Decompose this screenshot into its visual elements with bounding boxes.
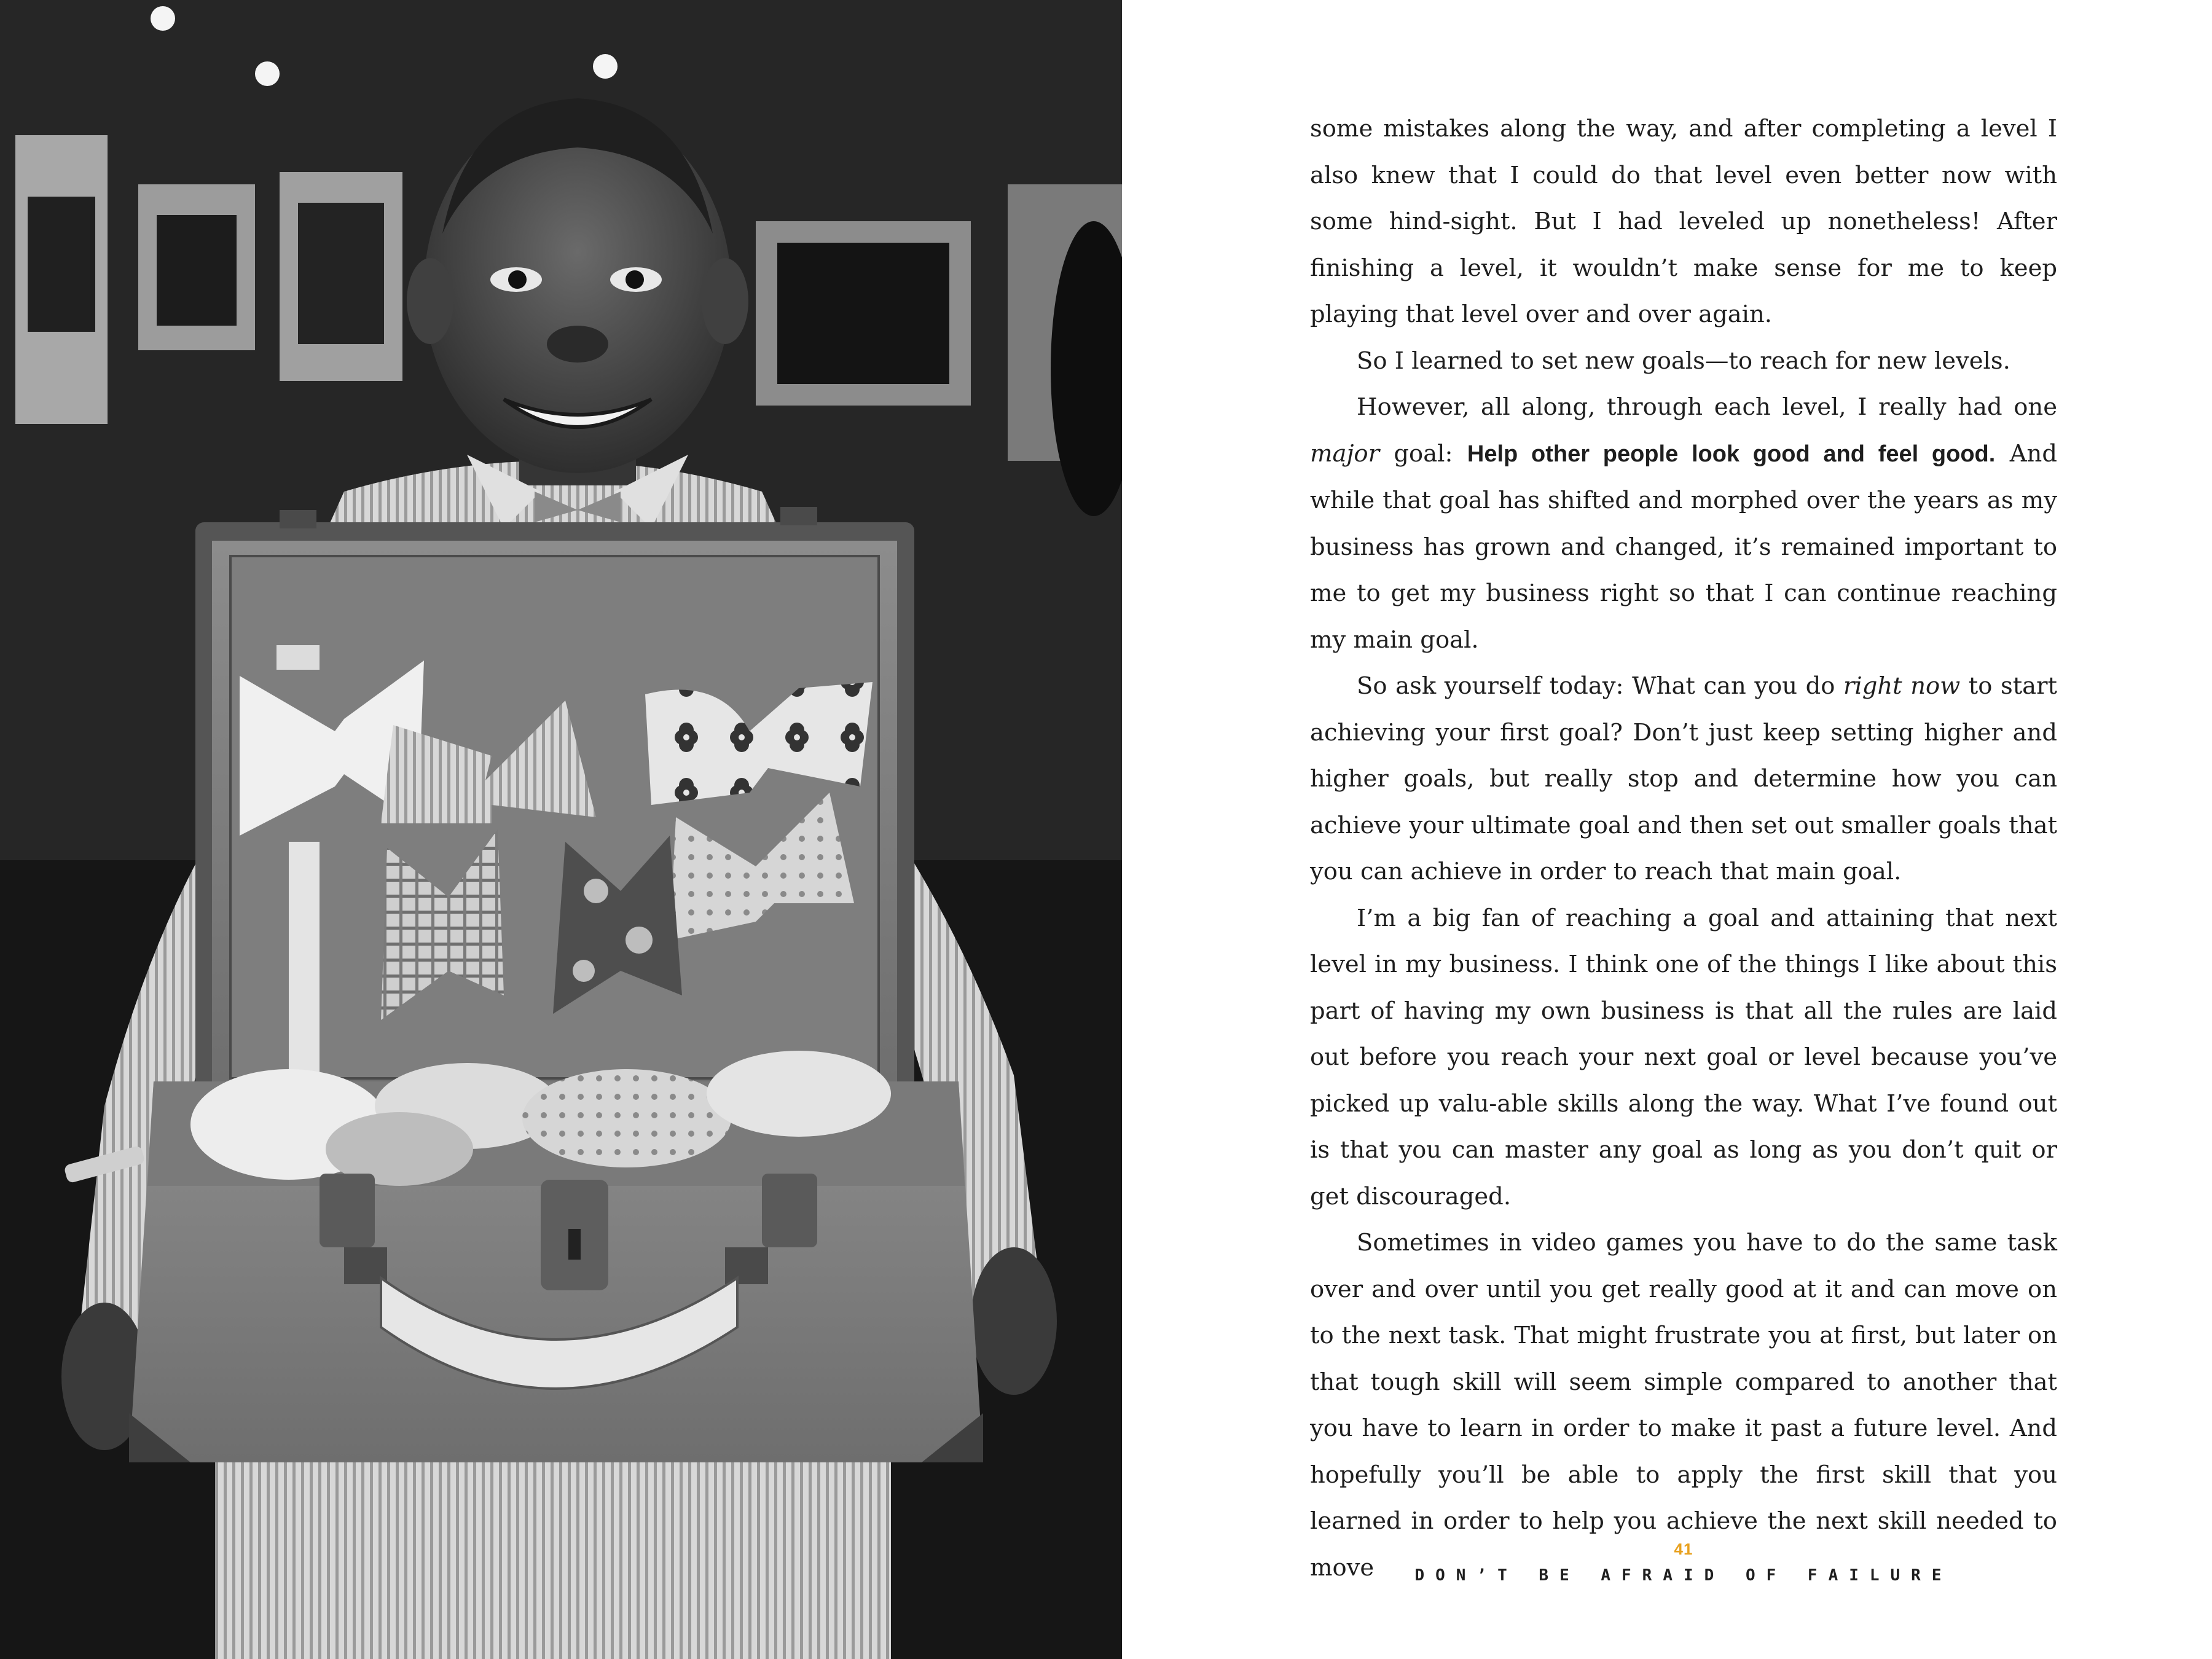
text-page bbox=[1122, 0, 2212, 1659]
emphasis-right-now: right now bbox=[1843, 672, 1961, 700]
paragraph-3-part-a: However, all along, through each level, I really had one bbox=[1357, 393, 2057, 421]
paragraph-6: Sometimes in video games you have to do the same task over and over until you get really good at it and can move on to the next task. That might frustrate you at first, but later on that tough skill will seem simple compared to another that you have to learn in order to make it past a future level. And hopefully you’ll be able to apply the first skill that you learned in order to help you achieve the next skill needed to move bbox=[1310, 1229, 2057, 1582]
main-goal-highlight: Help other people look good and feel good. bbox=[1467, 441, 1996, 467]
paragraph-1: some mistakes along the way, and after completing a level I also knew that I could do that level even better now with some hind-sight. But I had leveled up nonetheless! After finishing a level, it wouldn’t make sense for me to keep playing that level over and over again. bbox=[1310, 115, 2057, 328]
body-text bbox=[1310, 106, 2057, 1591]
paragraph-3-part-b: goal: bbox=[1379, 439, 1467, 468]
emphasis-major: major bbox=[1310, 439, 1379, 468]
page-number: 41 bbox=[1674, 1540, 1693, 1558]
paragraph-5: I’m a big fan of reaching a goal and attaining that next level in my business. I think one of the things I like about this part of having my own business is that all the rules are laid out before you reach your next goal or level because you’ve picked up valu-able skills along the way. What I’ve found out is that you can master any goal as long as you don’t quit or get discouraged. bbox=[1310, 904, 2057, 1210]
running-footer-title: DON’T BE AFRAID OF FAILURE bbox=[1414, 1566, 1953, 1585]
paragraph-4 bbox=[1310, 663, 2057, 895]
paragraph-4-part-a: So ask yourself today: What can you do bbox=[1357, 672, 1844, 700]
paragraph-2: So I learned to set new goals—to reach for new levels. bbox=[1357, 347, 2010, 375]
paragraph-3-part-c: And while that goal has shifted and morphed over the years as my business has grown and changed, it’s remained important to me to get my business right so that I can continue reaching my main goal. bbox=[1310, 439, 2057, 654]
paragraph-3 bbox=[1310, 384, 2057, 663]
paragraph-4-part-b: to start achieving your first goal? Don’t just keep setting higher and higher goals, but really stop and determine how you can achieve your ultimate goal and then set out smaller goals that you can achieve in order to reach that main goal. bbox=[1310, 672, 2058, 885]
